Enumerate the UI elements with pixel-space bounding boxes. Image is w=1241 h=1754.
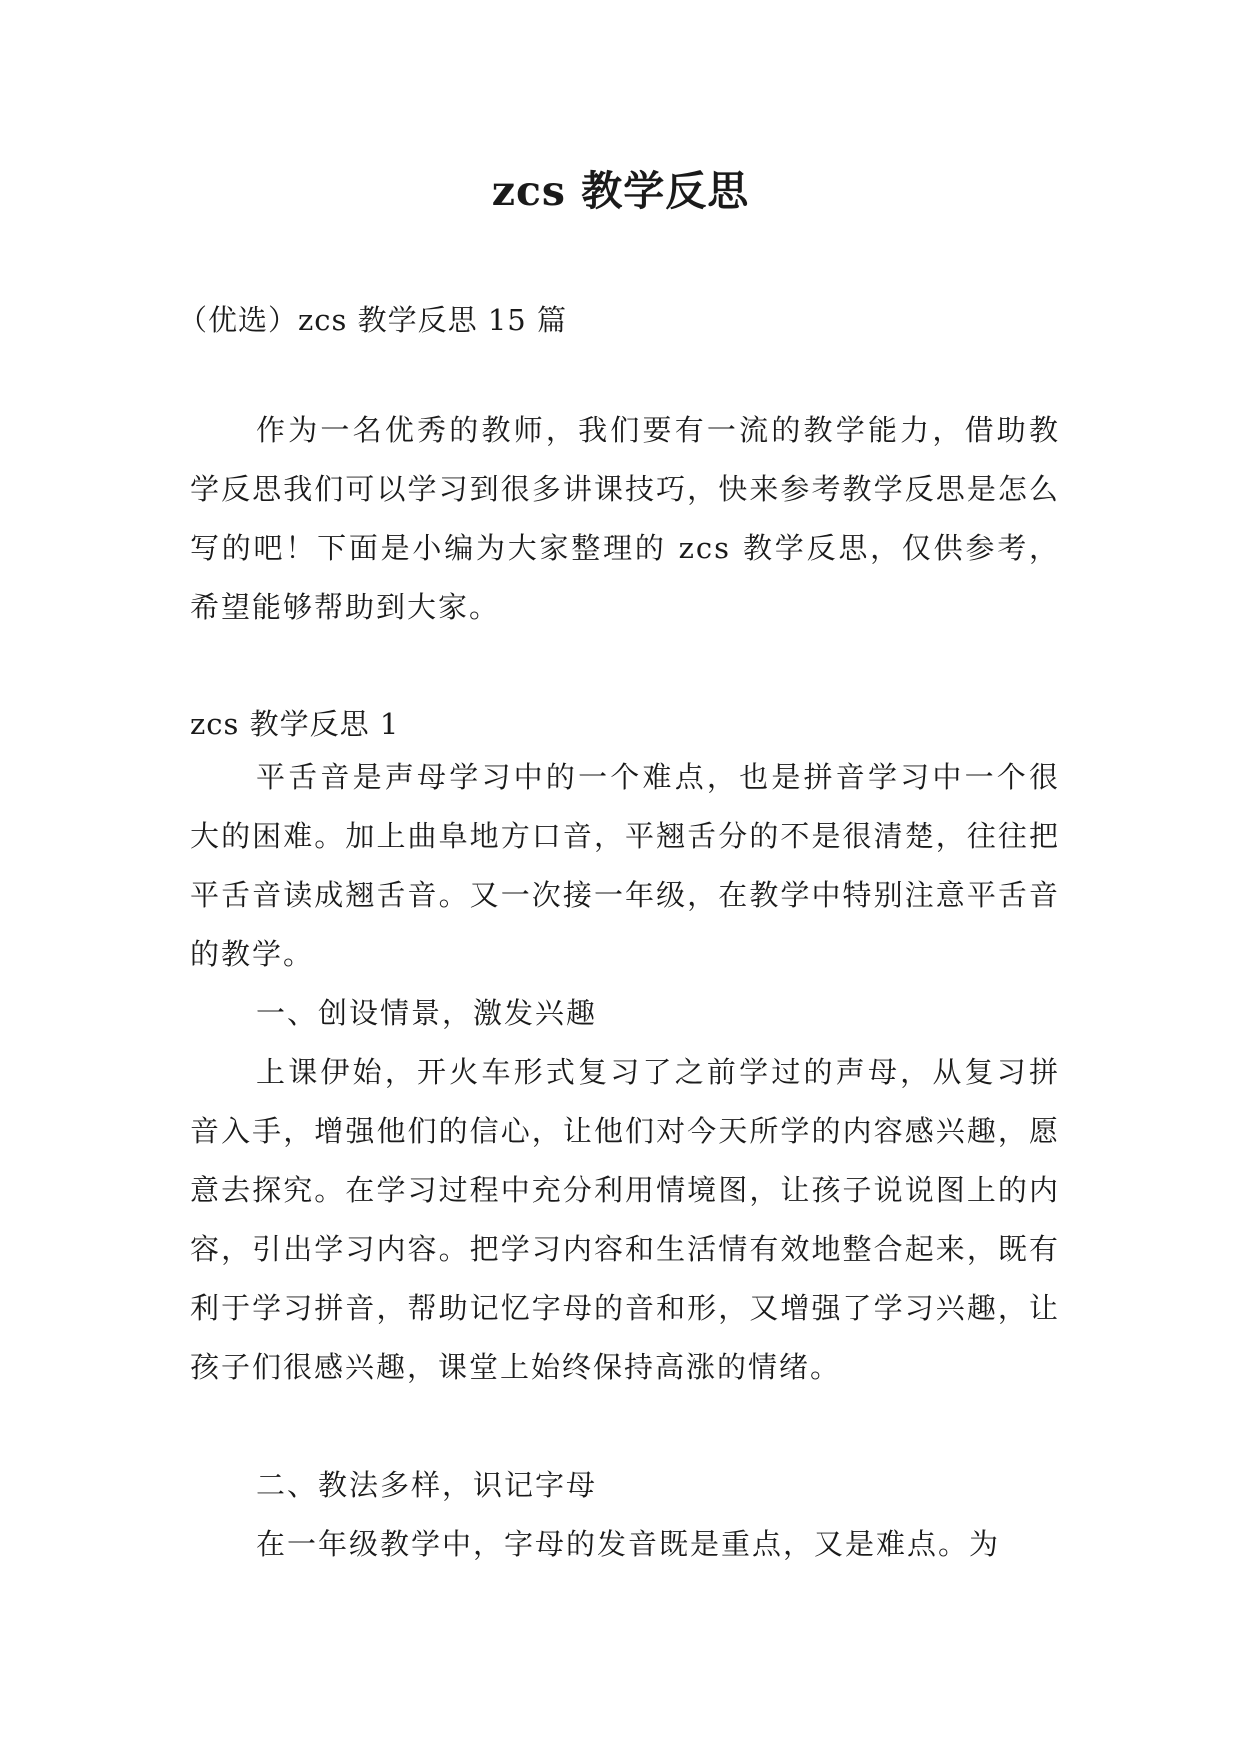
- subheading: 一、创设情景，激发兴趣: [256, 996, 598, 1030]
- document-title: zcs 教学反思: [491, 167, 750, 215]
- section-heading: zcs 教学反思 1: [190, 707, 400, 741]
- body-paragraph: 上课伊始，开火车形式复习了之前学过的声母，从复习拼音入手，增强他们的信心，让他们对今天所学的内容感兴趣，愿意去探究。在学习过程中充分利用情境图，让孩子说说图上的内容，引出学习内容。把学习内容和生活情有效地整合起来，既有利于学习拼音，帮助记忆字母的音和形，又增强了学习兴趣，让孩子们很感兴趣，课堂上始终保持高涨的情绪。: [190, 1055, 1060, 1384]
- document-subtitle: （优选）zcs 教学反思 15 篇: [178, 303, 567, 337]
- body-paragraph: 平舌音是声母学习中的一个难点，也是拼音学习中一个很大的困难。加上曲阜地方口音，平翘舌分的不是很清楚，往往把平舌音读成翘舌音。又一次接一年级，在教学中特别注意平舌音的教学。: [190, 760, 1060, 971]
- subheading: 二、教法多样，识记字母: [256, 1468, 598, 1502]
- body-paragraph: 在一年级教学中，字母的发音既是重点，又是难点。为: [256, 1527, 1001, 1561]
- intro-paragraph: 作为一名优秀的教师，我们要有一流的教学能力，借助教学反思我们可以学习到很多讲课技巧，快来参考教学反思是怎么写的吧！下面是小编为大家整理的 zcs 教学反思，仅供参考，希望能够帮助到大家。: [190, 413, 1060, 624]
